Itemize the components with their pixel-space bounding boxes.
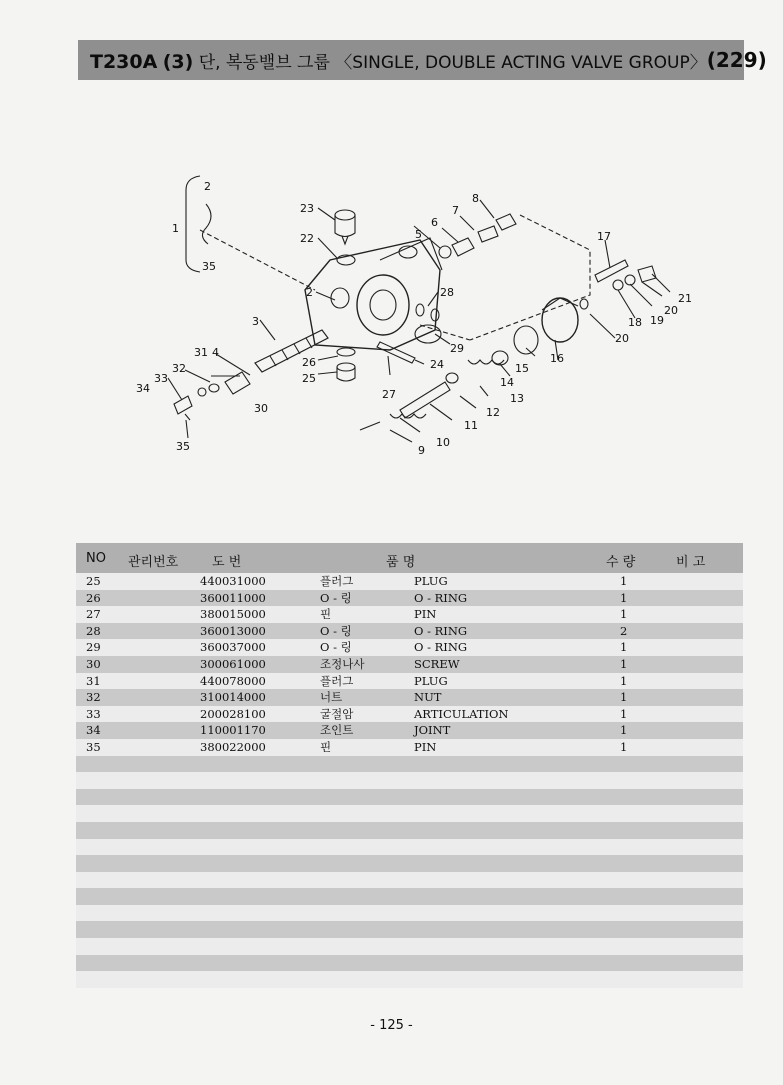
table-row	[76, 689, 743, 706]
svg-text:9: 9	[418, 444, 425, 457]
table-row-empty	[76, 872, 743, 889]
row-name-en: JOINT	[414, 723, 451, 738]
svg-text:21: 21	[678, 292, 692, 305]
table-row	[76, 623, 743, 640]
row-qty: 1	[620, 607, 628, 622]
row-no: 30	[86, 656, 101, 671]
table-row-empty	[76, 888, 743, 905]
table-row-empty	[76, 938, 743, 955]
row-name-en: PLUG	[414, 673, 448, 688]
page-number: - 125 -	[370, 1018, 413, 1033]
table-header	[76, 543, 743, 573]
row-part-no: 380015000	[200, 607, 266, 622]
row-part-no: 360037000	[200, 640, 266, 655]
row-name-en: O - RING	[414, 640, 468, 655]
header-mgmt-no: 관리번호	[128, 555, 179, 570]
row-name-en: NUT	[414, 690, 442, 705]
header-title-group	[90, 48, 707, 73]
header-title: 단, 복동밸브 그룹 〈SINGLE, DOUBLE ACTING VALVE GROUP〉	[198, 52, 707, 73]
table-row	[76, 639, 743, 656]
svg-text:30: 30	[254, 402, 268, 415]
row-qty: 1	[620, 739, 628, 754]
svg-text:5: 5	[415, 228, 422, 241]
row-name-kr: 플러그	[320, 574, 354, 588]
row-no: 33	[86, 706, 101, 721]
page-header	[78, 40, 767, 80]
row-name-en: PIN	[414, 739, 437, 754]
table-row	[76, 722, 743, 739]
row-name-kr: 굴절암	[320, 706, 354, 721]
svg-text:16: 16	[550, 352, 564, 365]
table-row-empty	[76, 756, 743, 773]
row-no: 31	[86, 673, 101, 688]
svg-text:31: 31	[194, 346, 208, 359]
svg-text:1: 1	[172, 222, 179, 235]
table-row-empty	[76, 822, 743, 839]
row-name-en: O - RING	[414, 590, 468, 605]
table-row-empty	[76, 921, 743, 938]
svg-text:24: 24	[430, 358, 444, 371]
exploded-parts-diagram	[90, 120, 740, 520]
svg-text:22: 22	[300, 232, 314, 245]
row-qty: 1	[620, 723, 628, 738]
table-row-empty	[76, 772, 743, 789]
row-part-no: 440078000	[200, 673, 266, 688]
table-row	[76, 656, 743, 673]
header-no: NO	[86, 551, 106, 566]
svg-text:7: 7	[452, 204, 459, 217]
svg-text:17: 17	[597, 230, 611, 243]
row-part-no: 310014000	[200, 690, 266, 705]
row-part-no: 360013000	[200, 623, 266, 638]
svg-text:10: 10	[436, 436, 450, 449]
row-part-no: 380022000	[200, 739, 266, 754]
svg-text:2: 2	[204, 180, 211, 193]
table-row	[76, 739, 743, 756]
row-name-en: SCREW	[414, 656, 460, 671]
table-row-empty	[76, 971, 743, 988]
row-name-kr: O - 링	[320, 623, 352, 638]
row-no: 25	[86, 574, 101, 588]
table-row	[76, 673, 743, 690]
row-qty: 2	[620, 623, 628, 638]
header-remark: 비 고	[676, 555, 706, 570]
svg-text:33: 33	[154, 372, 168, 385]
row-name-kr: 조인트	[320, 723, 354, 738]
header-part-name: 품 명	[386, 555, 416, 570]
table-row-empty	[76, 955, 743, 972]
header-qty: 수 량	[606, 555, 636, 570]
table-row	[76, 573, 743, 590]
table-row-empty	[76, 855, 743, 872]
svg-text:18: 18	[628, 316, 642, 329]
table-body	[76, 573, 743, 988]
svg-text:35: 35	[176, 440, 190, 453]
table-row-empty	[76, 905, 743, 922]
table-row-empty	[76, 789, 743, 806]
row-name-kr: O - 링	[320, 640, 352, 655]
row-name-kr: 핀	[320, 739, 332, 754]
svg-text:32: 32	[172, 362, 186, 375]
svg-text:12: 12	[486, 406, 500, 419]
svg-text:35: 35	[202, 260, 216, 273]
row-part-no: 110001170	[200, 723, 266, 738]
svg-text:3: 3	[252, 315, 259, 328]
row-no: 27	[86, 607, 101, 622]
svg-text:26: 26	[302, 356, 316, 369]
section-label: (3)	[162, 50, 194, 73]
row-qty: 1	[620, 574, 628, 588]
row-no: 34	[86, 723, 101, 738]
row-no: 32	[86, 690, 101, 705]
svg-text:8: 8	[472, 192, 479, 205]
svg-text:25: 25	[302, 372, 316, 385]
svg-text:29: 29	[450, 342, 464, 355]
row-no: 35	[86, 739, 101, 754]
row-name-kr: 플러그	[320, 673, 354, 688]
svg-text:34: 34	[136, 382, 150, 395]
row-qty: 1	[620, 590, 628, 605]
row-name-en: O - RING	[414, 623, 468, 638]
row-name-kr: 조정나사	[320, 656, 365, 671]
header-part-no: 도 번	[212, 555, 242, 570]
table-row-empty	[76, 805, 743, 822]
row-no: 26	[86, 590, 101, 605]
svg-text:11: 11	[464, 419, 478, 432]
svg-text:20: 20	[664, 304, 678, 317]
row-name-en: PLUG	[414, 574, 448, 588]
row-part-no: 360011000	[200, 590, 266, 605]
row-qty: 1	[620, 690, 628, 705]
svg-text:2: 2	[306, 286, 313, 299]
svg-text:28: 28	[440, 286, 454, 299]
svg-text:20: 20	[615, 332, 629, 345]
svg-text:6: 6	[431, 216, 438, 229]
svg-text:19: 19	[650, 314, 664, 327]
row-part-no: 440031000	[200, 574, 266, 588]
svg-text:15: 15	[515, 362, 529, 375]
svg-text:23: 23	[300, 202, 314, 215]
model-label: T230A	[90, 50, 158, 73]
table-row	[76, 590, 743, 607]
row-qty: 1	[620, 656, 628, 671]
row-no: 28	[86, 623, 101, 638]
svg-text:13: 13	[510, 392, 524, 405]
svg-text:14: 14	[500, 376, 514, 389]
row-no: 29	[86, 640, 101, 655]
row-qty: 1	[620, 673, 628, 688]
row-name-en: ARTICULATION	[414, 706, 509, 721]
parts-table	[76, 543, 743, 988]
row-part-no: 200028100	[200, 706, 266, 721]
row-name-kr: 핀	[320, 607, 332, 622]
row-name-kr: 너트	[320, 690, 343, 705]
table-row-empty	[76, 839, 743, 856]
row-qty: 1	[620, 706, 628, 721]
table-row	[76, 706, 743, 723]
svg-text:4: 4	[212, 346, 219, 359]
page-reference: (229)	[706, 48, 767, 72]
row-name-kr: O - 링	[320, 590, 352, 605]
row-qty: 1	[620, 640, 628, 655]
row-part-no: 300061000	[200, 656, 266, 671]
svg-text:27: 27	[382, 388, 396, 401]
table-row	[76, 606, 743, 623]
row-name-en: PIN	[414, 607, 437, 622]
